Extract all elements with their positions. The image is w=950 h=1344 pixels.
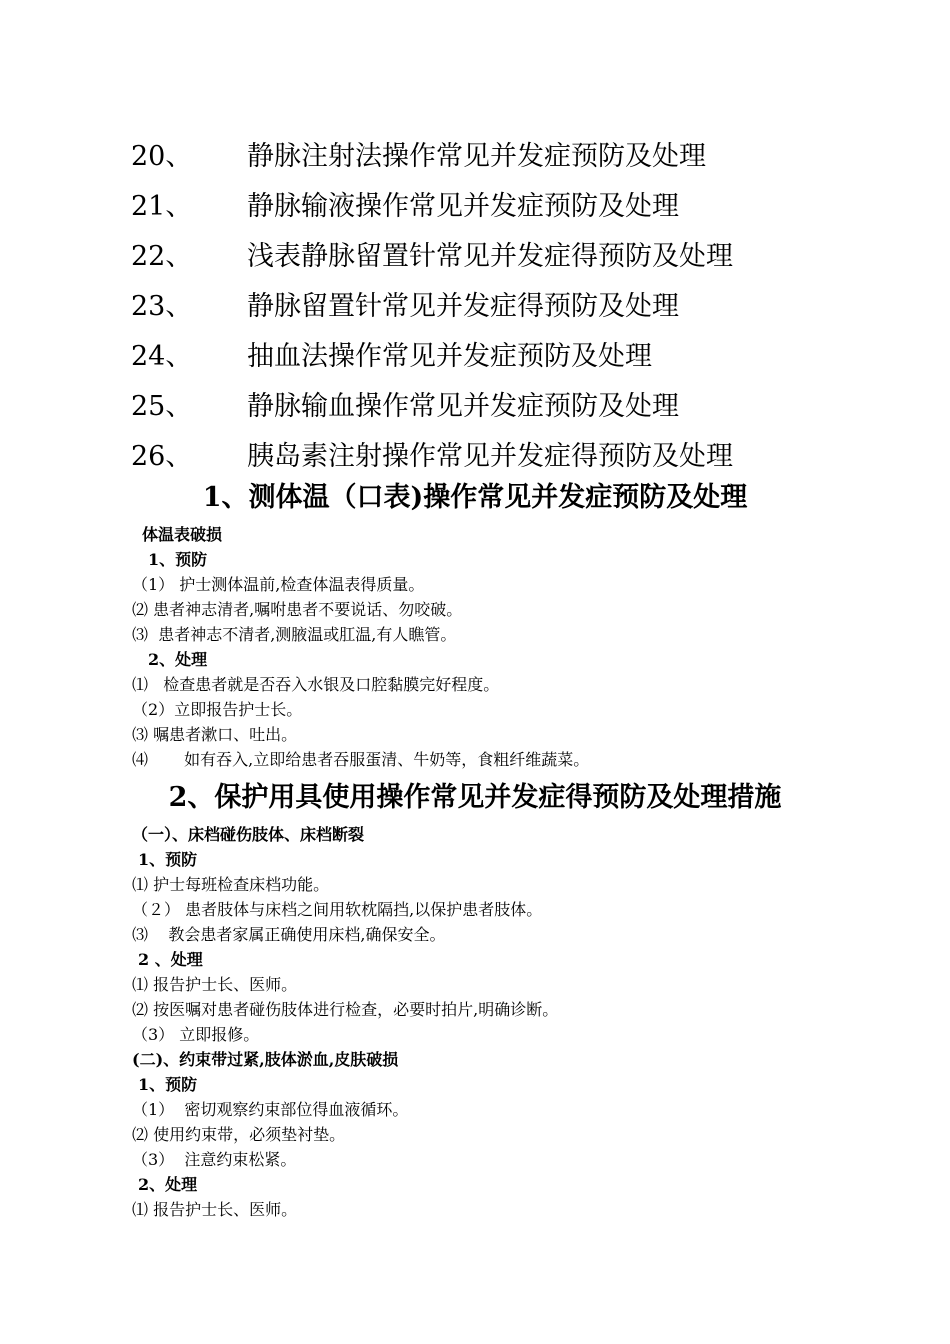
item-text: 护士每班检查床档功能。	[153, 875, 330, 894]
list-item	[132, 597, 892, 622]
item-number: ⑴	[132, 975, 149, 994]
item-text: 报告护士长、医师。	[153, 1200, 298, 1219]
subsection-heading: 体温表破损	[142, 525, 223, 544]
list-item	[132, 872, 892, 897]
list-item	[132, 1147, 892, 1172]
toc-item	[131, 178, 891, 228]
treatment-heading: 2 、处理	[138, 950, 203, 969]
item-text: 患者神志不清者,测腋温或肛温,有人瞧管。	[158, 625, 457, 644]
item-text: 立即报修。	[179, 1025, 260, 1044]
toc-item	[131, 428, 891, 478]
item-number: ⑶	[132, 625, 149, 644]
item-text: 嘱患者漱口、吐出。	[153, 725, 298, 744]
item-text: 立即报告护士长。	[174, 700, 303, 719]
item-text: 如有吞入,立即给患者吞服蛋清、牛奶等，食粗纤维蔬菜。	[184, 750, 590, 769]
item-number: ⑷	[132, 750, 149, 769]
prevention-heading: 1、预防	[138, 850, 198, 869]
item-number: ⑶	[132, 725, 149, 744]
list-item	[132, 697, 892, 722]
list-item	[132, 972, 892, 997]
section-1-heading: 1、测体温（口表)操作常见并发症预防及处理	[202, 482, 748, 513]
toc-item	[131, 128, 891, 178]
toc-item	[131, 228, 891, 278]
toc-number: 23、	[131, 290, 193, 322]
list-item	[132, 1097, 892, 1122]
item-number: （3）	[132, 1150, 175, 1169]
toc-title: 浅表静脉留置针常见并发症得预防及处理	[247, 240, 733, 272]
prevention-heading: 1、预防	[148, 550, 208, 569]
item-text: 教会患者家属正确使用床档,确保安全。	[168, 925, 446, 944]
toc-number: 25、	[131, 390, 193, 422]
item-number: （1）	[132, 575, 175, 594]
section-2-heading: 2、保护用具使用操作常见并发症得预防及处理措施	[168, 782, 782, 813]
item-number: （2）	[132, 700, 175, 719]
toc-title: 静脉输血操作常见并发症预防及处理	[247, 390, 679, 422]
toc-item	[131, 278, 891, 328]
item-number: ⑵	[132, 1000, 149, 1019]
toc-number: 20、	[131, 140, 193, 172]
toc-title: 静脉输液操作常见并发症预防及处理	[247, 190, 679, 222]
item-number: （3）	[132, 1025, 175, 1044]
item-text: 护士测体温前,检查体温表得质量。	[179, 575, 425, 594]
item-number: ⑵	[132, 600, 149, 619]
list-item	[132, 1022, 892, 1047]
toc-title: 胰岛素注射操作常见并发症得预防及处理	[247, 440, 733, 472]
item-number: （２）	[132, 900, 181, 919]
toc-title: 静脉留置针常见并发症得预防及处理	[247, 290, 679, 322]
item-number: ⑴	[132, 875, 149, 894]
toc-number: 26、	[131, 440, 193, 472]
subsection-heading: （一）、床档碰伤肢体、床档断裂	[132, 825, 365, 844]
treatment-heading: 2、处理	[148, 650, 208, 669]
item-number: ⑴	[132, 675, 149, 694]
item-text: 检查患者就是否吞入水银及口腔黏膜完好程度。	[163, 675, 500, 694]
item-text: 报告护士长、医师。	[153, 975, 298, 994]
toc-title: 静脉注射法操作常见并发症预防及处理	[247, 140, 706, 172]
prevention-heading: 1、预防	[138, 1075, 198, 1094]
item-number: ⑴	[132, 1200, 149, 1219]
item-text: 患者肢体与床档之间用软枕隔挡,以保护患者肢体。	[185, 900, 543, 919]
toc-item	[131, 378, 891, 428]
item-number: ⑶	[132, 925, 149, 944]
toc-title: 抽血法操作常见并发症预防及处理	[247, 340, 652, 372]
item-number: （1）	[132, 1100, 175, 1119]
section-2-body	[132, 822, 892, 1222]
item-number: ⑵	[132, 1125, 149, 1144]
item-text: 使用约束带，必须垫衬垫。	[153, 1125, 346, 1144]
list-item	[132, 622, 892, 647]
list-item	[132, 922, 892, 947]
subsection-heading: (二)、约束带过紧,肢体淤血,皮肤破损	[132, 1050, 399, 1069]
treatment-heading: 2、处理	[138, 1175, 198, 1194]
item-text: 患者神志清者,嘱咐患者不要说话、勿咬破。	[153, 600, 463, 619]
list-item	[132, 1122, 892, 1147]
list-item	[132, 672, 892, 697]
item-text: 注意约束松紧。	[184, 1150, 297, 1169]
item-text: 按医嘱对患者碰伤肢体进行检查，必要时拍片,明确诊断。	[153, 1000, 559, 1019]
list-item	[132, 722, 892, 747]
list-item	[132, 997, 892, 1022]
list-item	[132, 572, 892, 597]
toc-item	[131, 328, 891, 378]
toc-list	[131, 128, 891, 478]
list-item	[132, 747, 892, 772]
list-item	[132, 897, 892, 922]
list-item	[132, 1197, 892, 1222]
section-1-body	[132, 522, 892, 772]
item-text: 密切观察约束部位得血液循环。	[184, 1100, 409, 1119]
toc-number: 21、	[131, 190, 193, 222]
toc-number: 24、	[131, 340, 193, 372]
toc-number: 22、	[131, 240, 193, 272]
